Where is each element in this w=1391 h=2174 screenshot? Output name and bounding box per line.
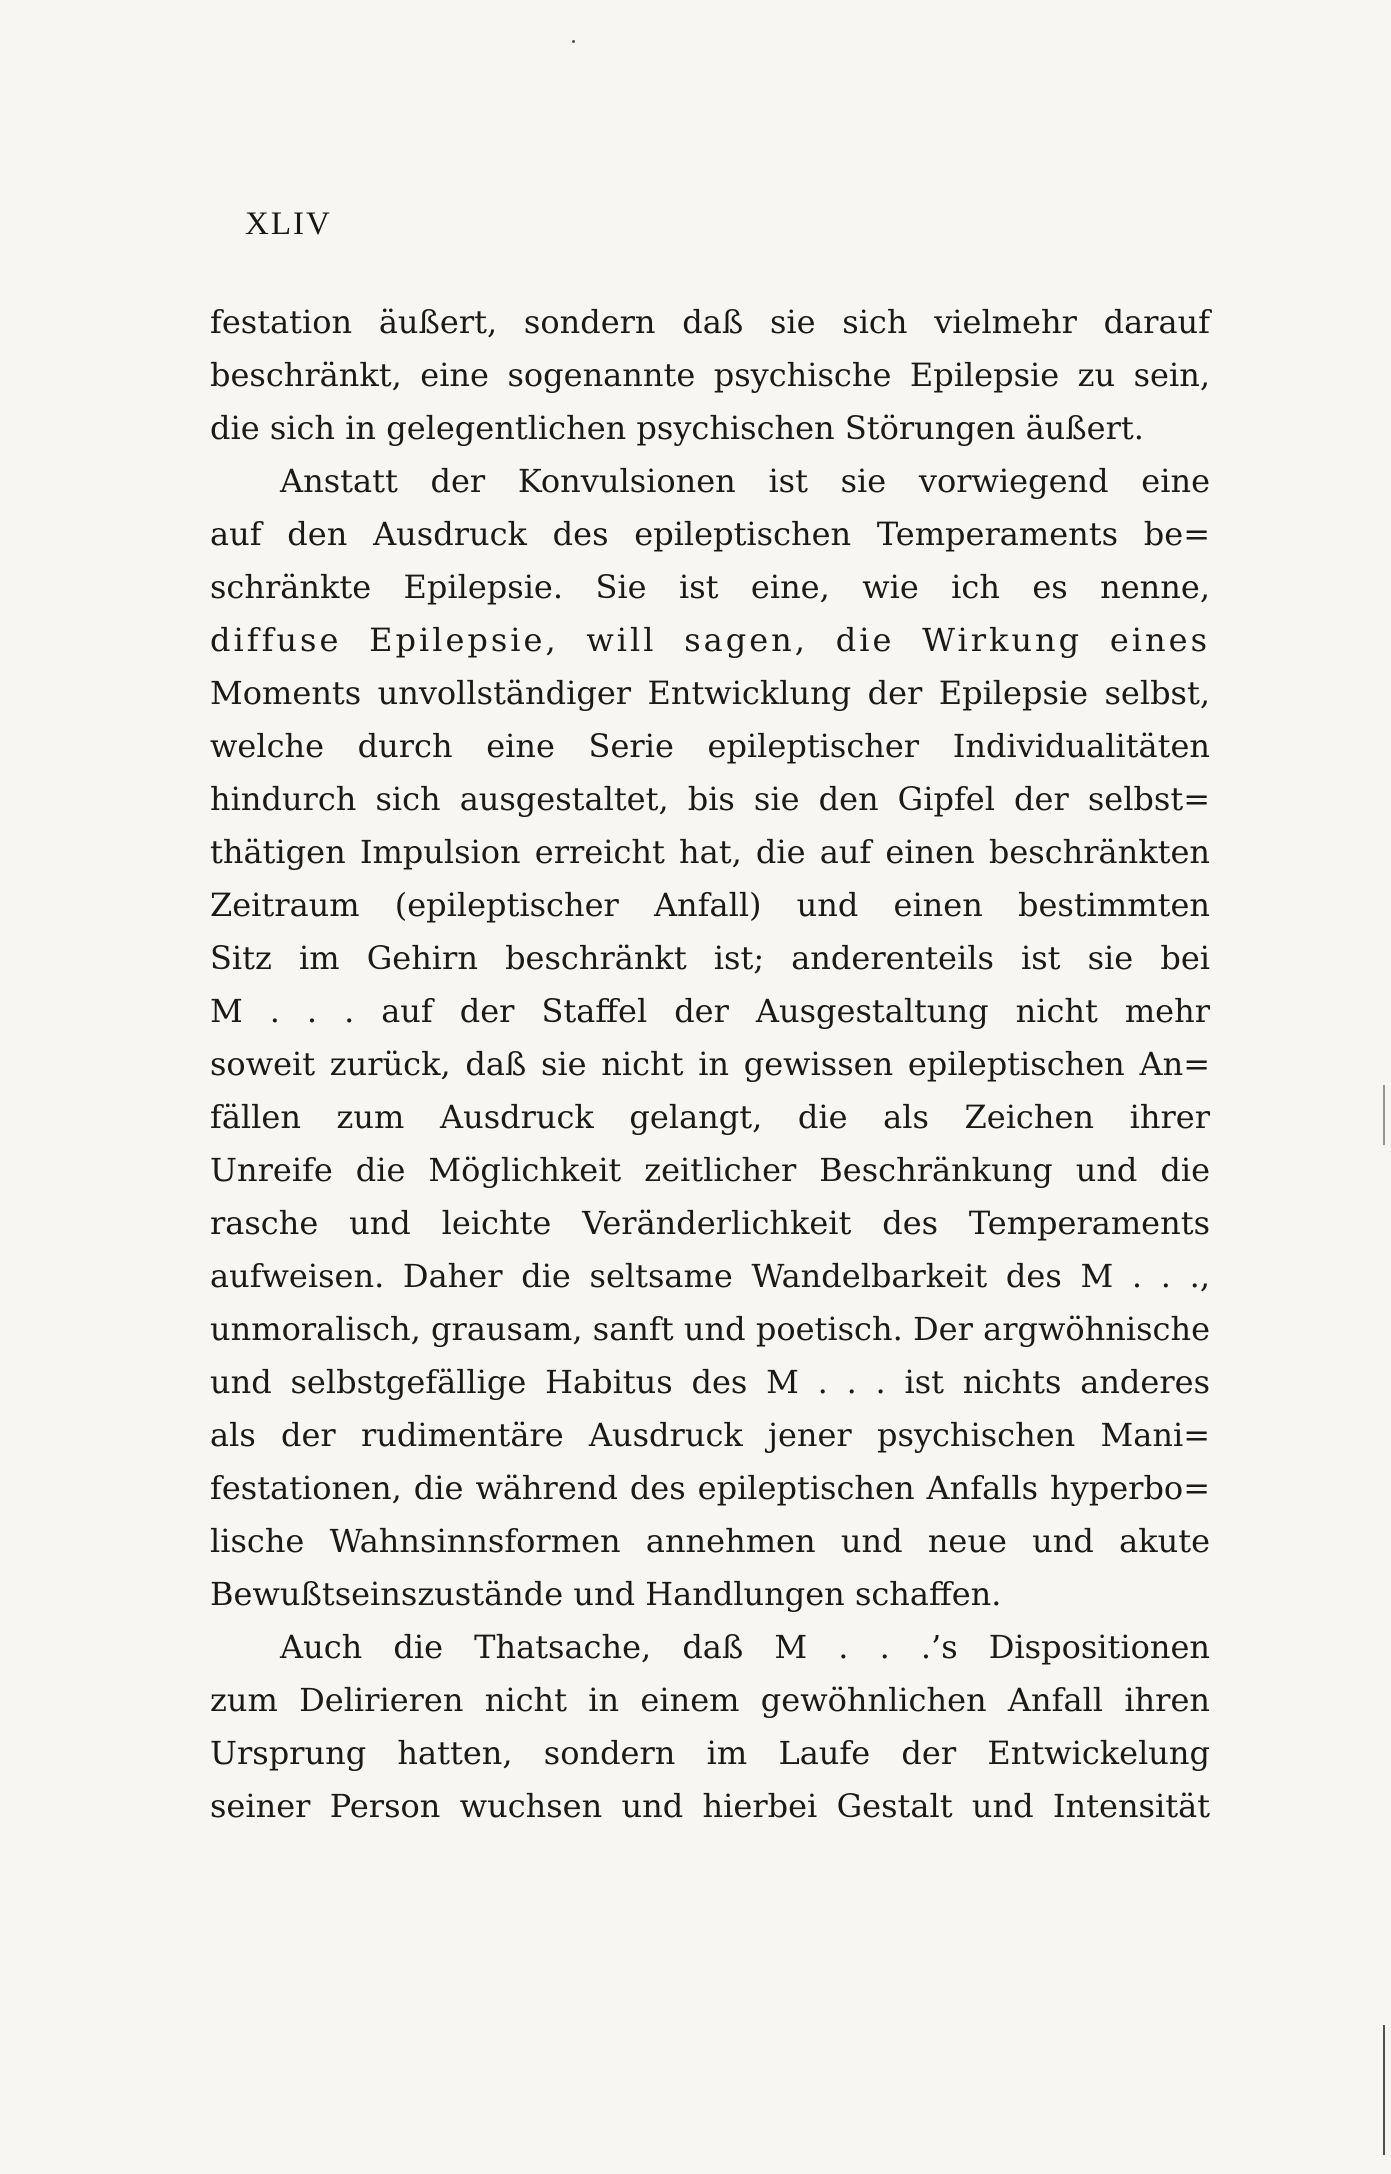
text-line: rasche und leichte Veränderlichkeit des Temperaments bbox=[210, 1204, 1210, 1242]
text-line: und selbstgefällige Habitus des M . . . ist nichts anderes bbox=[210, 1363, 1210, 1401]
body-text bbox=[210, 296, 1210, 1833]
text-line: zum Delirieren nicht in einem gewöhnlichen Anfall ihren bbox=[210, 1681, 1210, 1719]
text-line: die sich in gelegentlichen psychischen Störungen äußert. bbox=[210, 409, 1144, 447]
text-line: auf den Ausdruck des epileptischen Temperaments be= bbox=[210, 515, 1210, 553]
text-line: thätigen Impulsion erreicht hat, die auf einen beschränkten bbox=[210, 833, 1210, 871]
text-line: fällen zum Ausdruck gelangt, die als Zeichen ihrer bbox=[210, 1098, 1210, 1136]
text-line: diffuse Epilepsie, will sagen, die Wirkung eines bbox=[210, 621, 1210, 659]
text-line: Ursprung hatten, sondern im Laufe der Entwickelung bbox=[210, 1734, 1210, 1772]
scan-edge-mark-upper bbox=[1383, 1085, 1385, 1145]
text-line: M . . . auf der Staffel der Ausgestaltung nicht mehr bbox=[210, 992, 1210, 1030]
text-line: beschränkt, eine sogenannte psychische Epilepsie zu sein, bbox=[210, 356, 1210, 394]
text-line: Bewußtseinszustände und Handlungen schaffen. bbox=[210, 1575, 1002, 1613]
paragraph-first-line: Auch die Thatsache, daß M . . .’s Dispositionen bbox=[280, 1628, 1210, 1666]
scan-edge-mark-lower bbox=[1383, 2025, 1385, 2155]
text-line: festationen, die während des epileptischen Anfalls hyperbo= bbox=[210, 1469, 1210, 1507]
text-line: schränkte Epilepsie. Sie ist eine, wie ich es nenne, bbox=[210, 568, 1210, 606]
text-line: festation äußert, sondern daß sie sich vielmehr darauf bbox=[210, 303, 1210, 341]
text-line: lische Wahnsinnsformen annehmen und neue und akute bbox=[210, 1522, 1210, 1560]
text-line: soweit zurück, daß sie nicht in gewissen epileptischen An= bbox=[210, 1045, 1210, 1083]
paragraph-first-line: Anstatt der Konvulsionen ist sie vorwiegend eine bbox=[280, 462, 1210, 500]
text-line: Sitz im Gehirn beschränkt ist; anderenteils ist sie bei bbox=[210, 939, 1210, 977]
text-line: Moments unvollständiger Entwicklung der Epilepsie selbst, bbox=[210, 674, 1210, 712]
text-line: hindurch sich ausgestaltet, bis sie den Gipfel der selbst= bbox=[210, 780, 1210, 818]
text-line: welche durch eine Serie epileptischer Individualitäten bbox=[210, 727, 1210, 765]
text-line: seiner Person wuchsen und hierbei Gestalt und Intensität bbox=[210, 1787, 1210, 1825]
text-line: als der rudimentäre Ausdruck jener psychischen Mani= bbox=[210, 1416, 1210, 1454]
page-number: XLIV bbox=[245, 206, 332, 242]
text-line: Zeitraum (epileptischer Anfall) und einen bestimmten bbox=[210, 886, 1210, 924]
scan-speck bbox=[572, 40, 575, 43]
text-line: aufweisen. Daher die seltsame Wandelbarkeit des M . . ., bbox=[210, 1257, 1210, 1295]
text-line: Unreife die Möglichkeit zeitlicher Beschränkung und die bbox=[210, 1151, 1210, 1189]
text-line: unmoralisch, grausam, sanft und poetisch. Der argwöhnische bbox=[210, 1310, 1210, 1348]
